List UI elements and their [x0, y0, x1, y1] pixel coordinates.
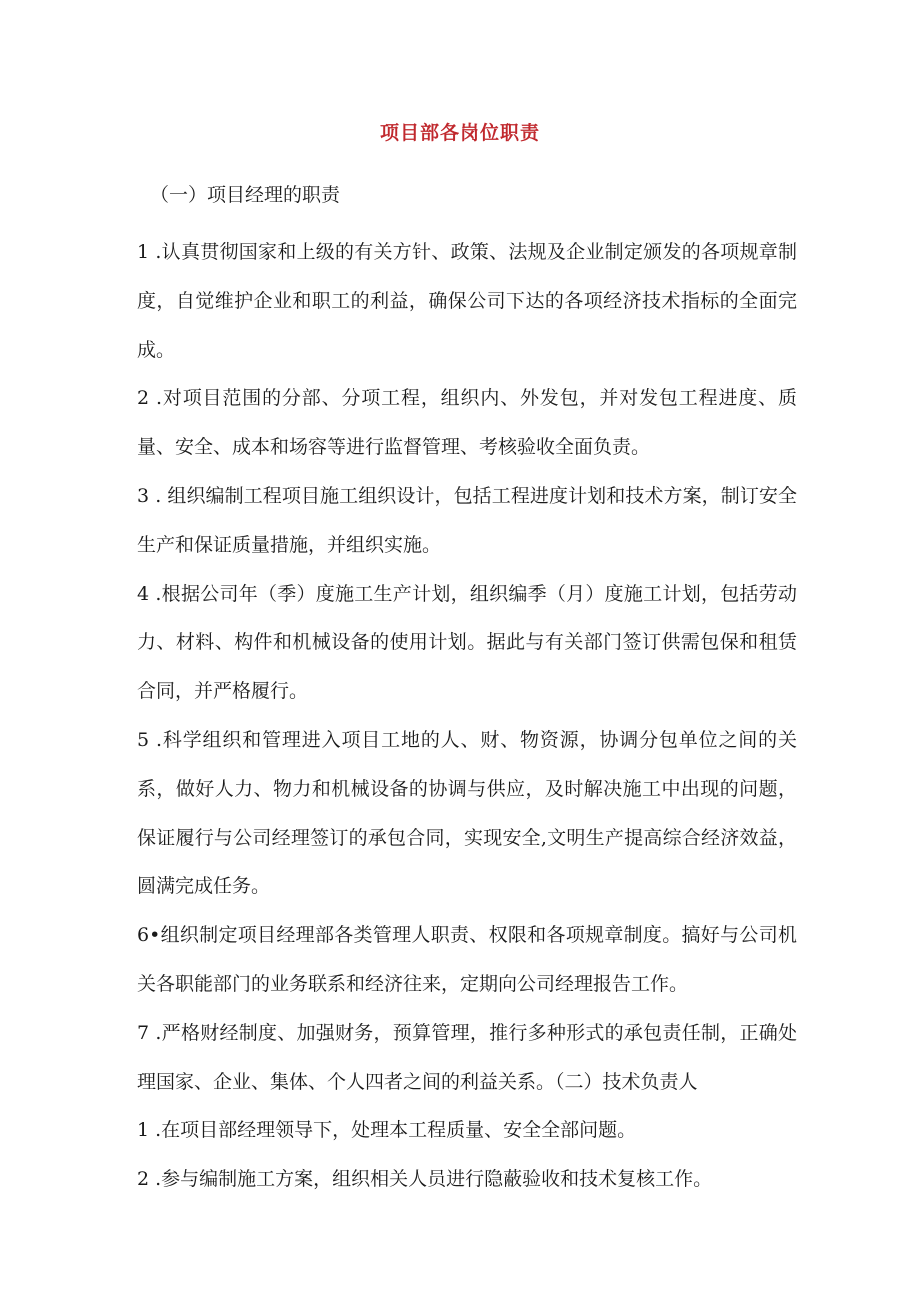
paragraph-3: 3 . 组织编制工程项目施工组织设计，包括工程进度计划和技术方案，制订安全生产和保证质量措施，并组织实施。 — [137, 484, 797, 556]
paragraph-1: 1 .认真贯彻国家和上级的有关方针、政策、法规及企业制定颁发的各项规章制度，自觉维护企业和职工的利益，确保公司下达的各项经济技术指标的全面完成。 — [137, 241, 797, 361]
section-heading-project-manager: （一）项目经理的职责 — [150, 184, 341, 206]
paragraph-5: 5 .科学组织和管理进入项目工地的人、财、物资源，协调分包单位之间的关系，做好人力、物力和机械设备的协调与供应，及时解决施工中出现的问题，保证履行与公司经理签订的承包合同，实现安全,文明生产提高综合经济效益，圆满完成任务。 — [137, 728, 797, 898]
paragraph-tech-1: 1 .在项目部经理领导下，处理本工程质量、安全全部问题。 — [137, 1119, 637, 1142]
paragraph-7: 7 .严格财经制度、加强财务，预算管理，推行多种形式的承包责任制，正确处理国家、企业、集体、个人四者之间的利益关系。（二）技术负责人 — [137, 1021, 797, 1093]
paragraph-2: 2 .对项目范围的分部、分项工程，组织内、外发包，并对发包工程进度、质量、安全、成本和场容等进行监督管理、考核验收全面负责。 — [137, 387, 797, 459]
document-body — [137, 228, 797, 1204]
paragraph-tech-2: 2 .参与编制施工方案，组织相关人员进行隐蔽验收和技术复核工作。 — [137, 1168, 713, 1191]
document-title: 项目部各岗位职责 — [379, 122, 540, 144]
paragraph-4: 4 .根据公司年（季）度施工生产计划，组织编季（月）度施工计划，包括劳动力、材料、构件和机械设备的使用计划。据此与有关部门签订供需包保和租赁合同，并严格履行。 — [137, 582, 797, 703]
paragraph-6: 6•组织制定项目经理部各类管理人职责、权限和各项规章制度。搞好与公司机关各职能部门的业务联系和经济往来，定期向公司经理报告工作。 — [137, 924, 797, 995]
